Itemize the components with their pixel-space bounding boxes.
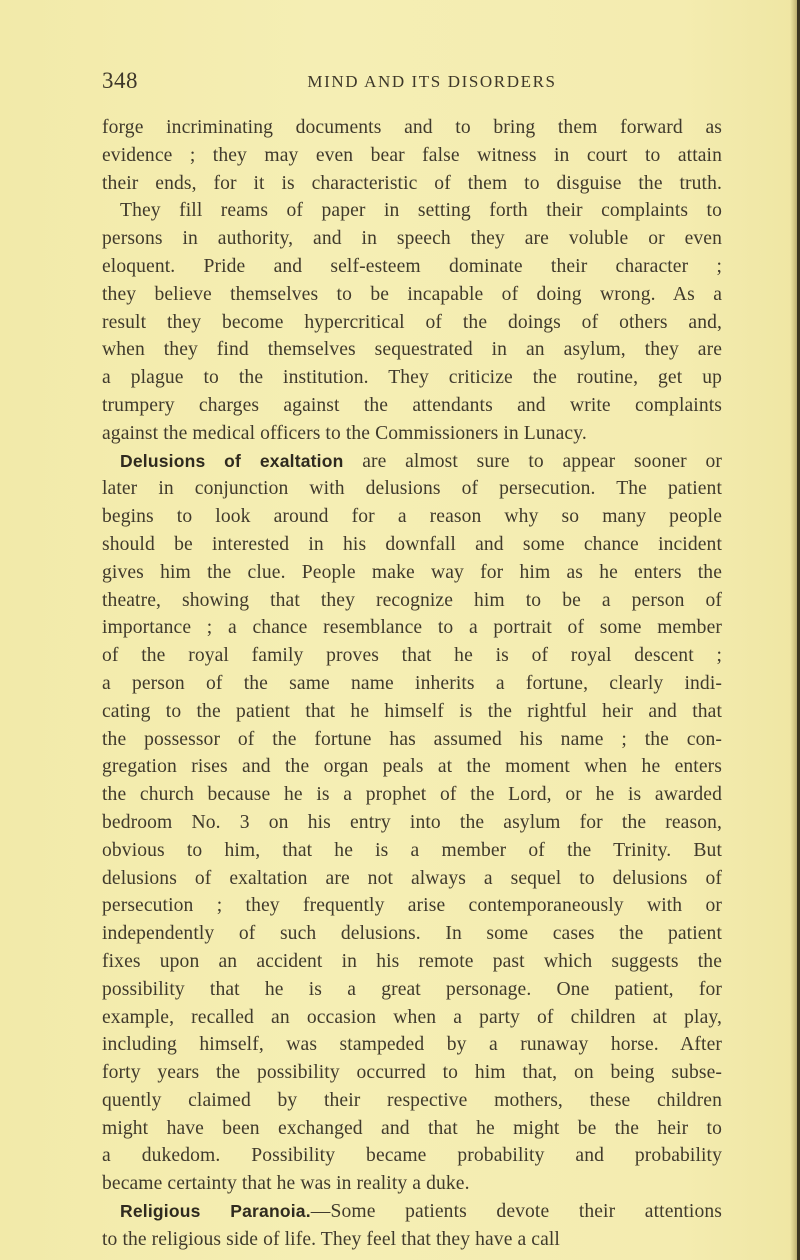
line-text: should be interested in his downfall and some chance incident bbox=[102, 533, 722, 555]
text-line bbox=[102, 420, 722, 448]
text-line bbox=[102, 531, 722, 559]
line-text: to the religious side of life. They feel that they have a call bbox=[102, 1228, 560, 1250]
line-text: quently claimed by their respective mothers, these children bbox=[102, 1089, 722, 1111]
text-line bbox=[102, 392, 722, 420]
line-text: fixes upon an accident in his remote past which suggests the bbox=[102, 950, 722, 972]
line-text: bedroom No. 3 on his entry into the asylum for the reason, bbox=[102, 811, 722, 833]
line-text: the possessor of the fortune has assumed his name ; the con- bbox=[102, 728, 722, 750]
line-text: begins to look around for a reason why so many people bbox=[102, 506, 722, 528]
text-line bbox=[102, 614, 722, 642]
text-line bbox=[102, 1059, 722, 1087]
text-line bbox=[102, 587, 722, 615]
text-line bbox=[102, 726, 722, 754]
text-line bbox=[102, 976, 722, 1004]
text-line bbox=[102, 1226, 722, 1254]
text-line bbox=[102, 865, 722, 893]
text-line bbox=[102, 503, 722, 531]
line-text: gives him the clue. People make way for him as he enters the bbox=[102, 561, 722, 583]
line-text: of the royal family proves that he is of royal descent ; bbox=[102, 645, 722, 667]
text-line bbox=[102, 920, 722, 948]
running-title: MIND AND ITS DISORDERS bbox=[307, 72, 557, 91]
text-line bbox=[102, 753, 722, 781]
line-text: importance ; a chance resemblance to a portrait of some member bbox=[102, 617, 722, 639]
text-line bbox=[102, 948, 722, 976]
line-text: possibility that he is a great personage. One patient, for bbox=[102, 978, 722, 1000]
body-text bbox=[102, 114, 722, 1254]
paragraph-heading-line bbox=[102, 448, 722, 476]
text-line bbox=[102, 892, 722, 920]
line-text: independently of such delusions. In some cases the patient bbox=[102, 923, 722, 945]
page-number: 348 bbox=[102, 68, 138, 93]
text-line bbox=[102, 1004, 722, 1032]
line-text: persons in authority, and in speech they are voluble or even bbox=[102, 228, 722, 250]
line-text: are almost sure to appear sooner or bbox=[343, 450, 722, 472]
text-line bbox=[102, 142, 722, 170]
text-line bbox=[102, 364, 722, 392]
text-line bbox=[102, 781, 722, 809]
text-line bbox=[102, 1115, 722, 1143]
line-text: forge incriminating documents and to bring them forward as bbox=[102, 117, 722, 138]
line-text: the church because he is a prophet of the Lord, or he is awarded bbox=[102, 784, 722, 806]
line-text: gregation rises and the organ peals at the moment when he enters bbox=[102, 756, 722, 778]
line-text: their ends, for it is characteristic of them to disguise the truth. bbox=[102, 172, 722, 194]
line-text: obvious to him, that he is a member of the Trinity. But bbox=[102, 839, 722, 861]
line-text: theatre, showing that they recognize him to be a person of bbox=[102, 589, 722, 611]
text-line bbox=[102, 642, 722, 670]
line-text: became certainty that he was in reality a duke. bbox=[102, 1173, 470, 1195]
text-line bbox=[102, 809, 722, 837]
line-text: result they become hypercritical of the doings of others and, bbox=[102, 311, 722, 333]
line-text: a person of the same name inherits a fortune, clearly indi- bbox=[102, 672, 722, 694]
text-line bbox=[102, 309, 722, 337]
line-text: They fill reams of paper in setting forth their complaints to bbox=[120, 200, 722, 222]
line-text: evidence ; they may even bear false witness in court to attain bbox=[102, 144, 722, 166]
line-text: might have been exchanged and that he might be the heir to bbox=[102, 1117, 722, 1139]
text-line bbox=[102, 1031, 722, 1059]
line-text: they believe themselves to be incapable of doing wrong. As a bbox=[102, 283, 722, 305]
text-line bbox=[102, 170, 722, 198]
side-heading: Delusions of exaltation bbox=[120, 450, 344, 471]
text-line bbox=[102, 1170, 722, 1198]
side-heading: Religious Paranoia. bbox=[120, 1201, 311, 1222]
line-text: cating to the patient that he himself is the rightful heir and that bbox=[102, 700, 722, 722]
text-line bbox=[102, 837, 722, 865]
line-text: including himself, was stampeded by a runaway horse. After bbox=[102, 1034, 722, 1056]
line-text: trumpery charges against the attendants and write complaints bbox=[102, 394, 722, 416]
text-line bbox=[102, 670, 722, 698]
text-line bbox=[102, 559, 722, 587]
line-text: delusions of exaltation are not always a sequel to delusions of bbox=[102, 867, 722, 889]
line-text: example, recalled an occasion when a party of children at play, bbox=[102, 1006, 722, 1028]
line-text: persecution ; they frequently arise contemporaneously with or bbox=[102, 895, 722, 917]
text-line bbox=[102, 1087, 722, 1115]
line-text: against the medical officers to the Commissioners in Lunacy. bbox=[102, 422, 587, 444]
text-line bbox=[102, 197, 722, 225]
line-text: a plague to the institution. They criticize the routine, get up bbox=[102, 367, 722, 389]
page-header bbox=[102, 68, 722, 98]
line-text: forty years the possibility occurred to him that, on being subse- bbox=[102, 1062, 722, 1084]
line-text: —Some patients devote their attentions bbox=[310, 1201, 722, 1223]
text-line bbox=[102, 114, 722, 142]
text-line bbox=[102, 475, 722, 503]
text-line bbox=[102, 1142, 722, 1170]
text-line bbox=[102, 336, 722, 364]
text-line bbox=[102, 281, 722, 309]
line-text: eloquent. Pride and self-esteem dominate their character ; bbox=[102, 255, 722, 277]
text-line bbox=[102, 698, 722, 726]
text-line bbox=[102, 225, 722, 253]
line-text: when they find themselves sequestrated in an asylum, they are bbox=[102, 339, 722, 361]
line-text: later in conjunction with delusions of persecution. The patient bbox=[102, 478, 722, 500]
text-line bbox=[102, 253, 722, 281]
paragraph-heading-line bbox=[102, 1198, 722, 1226]
line-text: a dukedom. Possibility became probability and probability bbox=[102, 1145, 722, 1167]
